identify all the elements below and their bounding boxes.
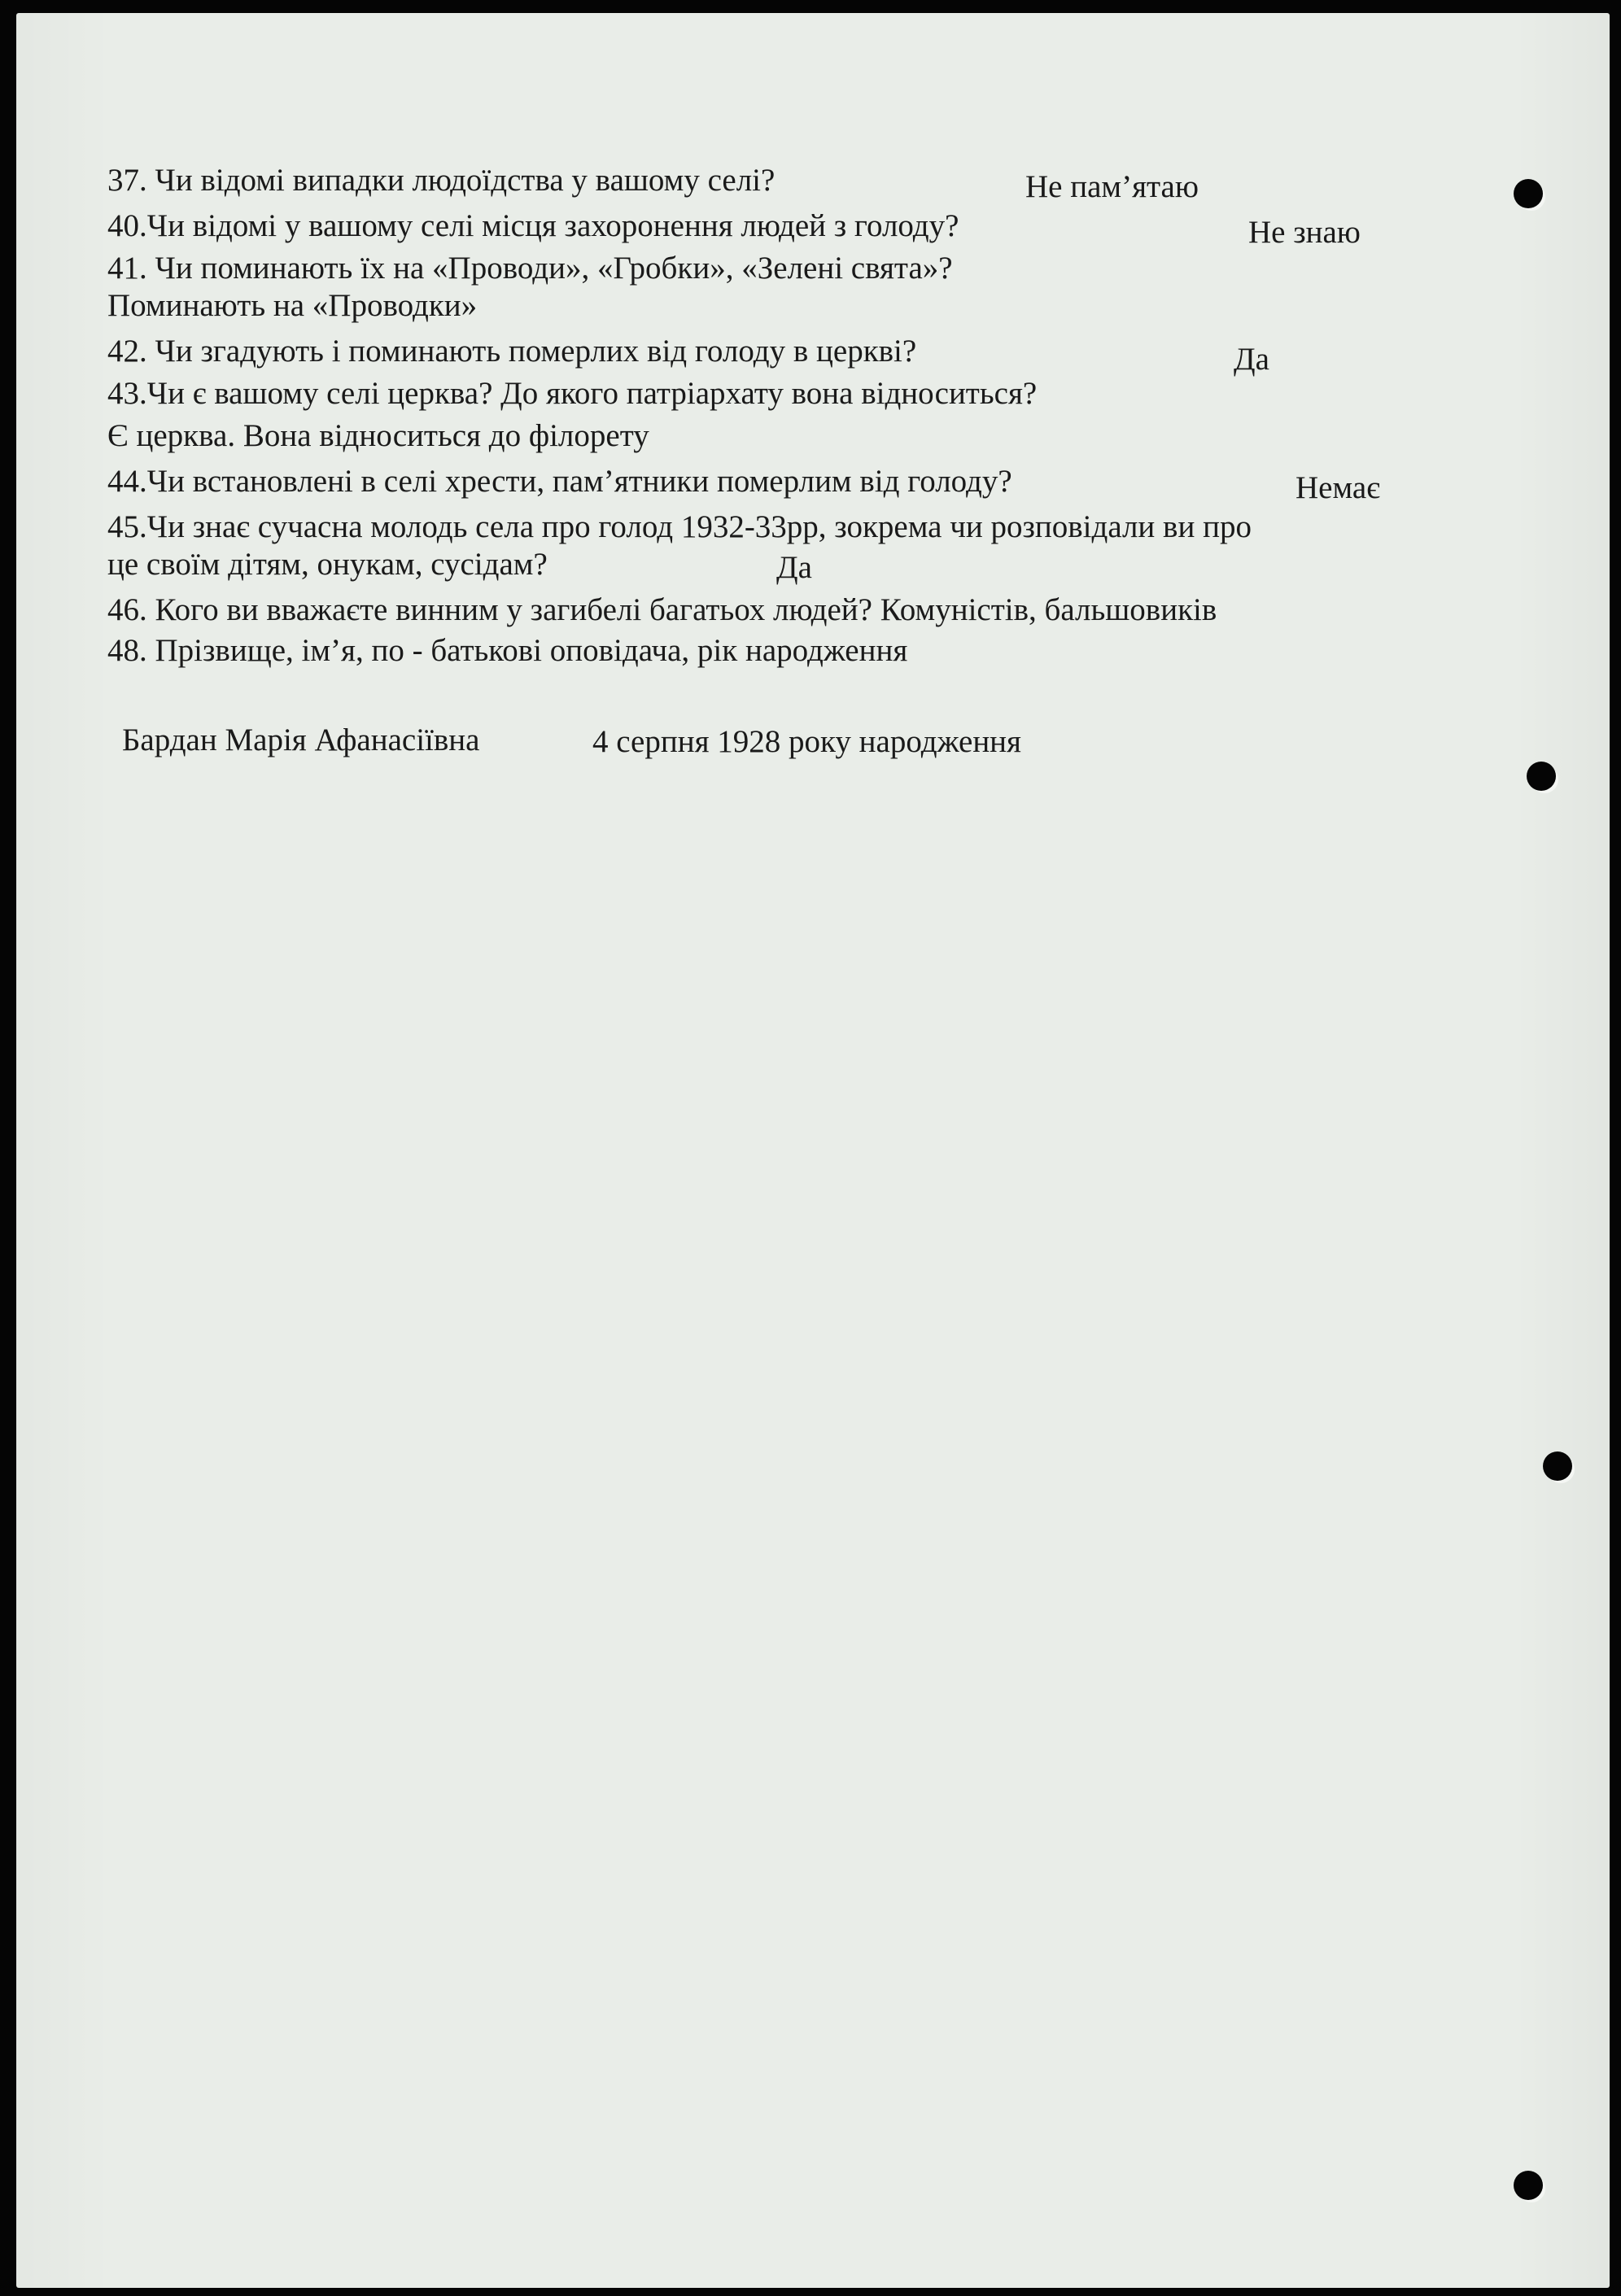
answer-41: Поминають на «Проводки» — [107, 288, 478, 323]
punch-hole — [1543, 1451, 1572, 1481]
question-45-cont: це своїм дітям, онукам, сусідам? — [107, 547, 548, 582]
question-42: 42. Чи згадують і поминають померлих від голоду в церкві? — [107, 334, 917, 369]
question-48: 48. Прізвище, ім’я, по - батькові оповідача, рік народження — [107, 633, 908, 668]
answer-42: Да — [1234, 342, 1269, 377]
answer-44: Немає — [1295, 470, 1380, 505]
question-45: 45.Чи знає сучасна молодь села про голод 1932-33рр, зокрема чи розповідали ви про — [107, 509, 1252, 544]
punch-hole — [1514, 179, 1543, 208]
answer-37: Не пам’ятаю — [1025, 169, 1199, 204]
question-40: 40.Чи відомі у вашому селі місця захоронення людей з голоду? — [107, 208, 959, 243]
answer-43: Є церква. Вона відноситься до філорету — [107, 418, 649, 453]
question-43: 43.Чи є вашому селі церква? До якого патріархату вона відноситься? — [107, 376, 1038, 411]
narrator-birth: 4 серпня 1928 року народження — [592, 724, 1021, 759]
question-41: 41. Чи поминають їх на «Проводи», «Гробки», «Зелені свята»? — [107, 251, 953, 286]
answer-40: Не знаю — [1248, 215, 1361, 250]
punch-hole — [1514, 2171, 1543, 2200]
question-37: 37. Чи відомі випадки людоїдства у вашому селі? — [107, 163, 776, 198]
punch-hole — [1527, 762, 1556, 791]
narrator-name: Бардан Марія Афанасіївна — [122, 722, 480, 757]
answer-45: Да — [776, 550, 812, 585]
question-44: 44.Чи встановлені в селі хрести, пам’ятники померлим від голоду? — [107, 464, 1012, 499]
question-46: 46. Кого ви вважаєте винним у загибелі багатьох людей? Комуністів, бальшовиків — [107, 592, 1217, 627]
paper-sheet — [16, 13, 1610, 2288]
